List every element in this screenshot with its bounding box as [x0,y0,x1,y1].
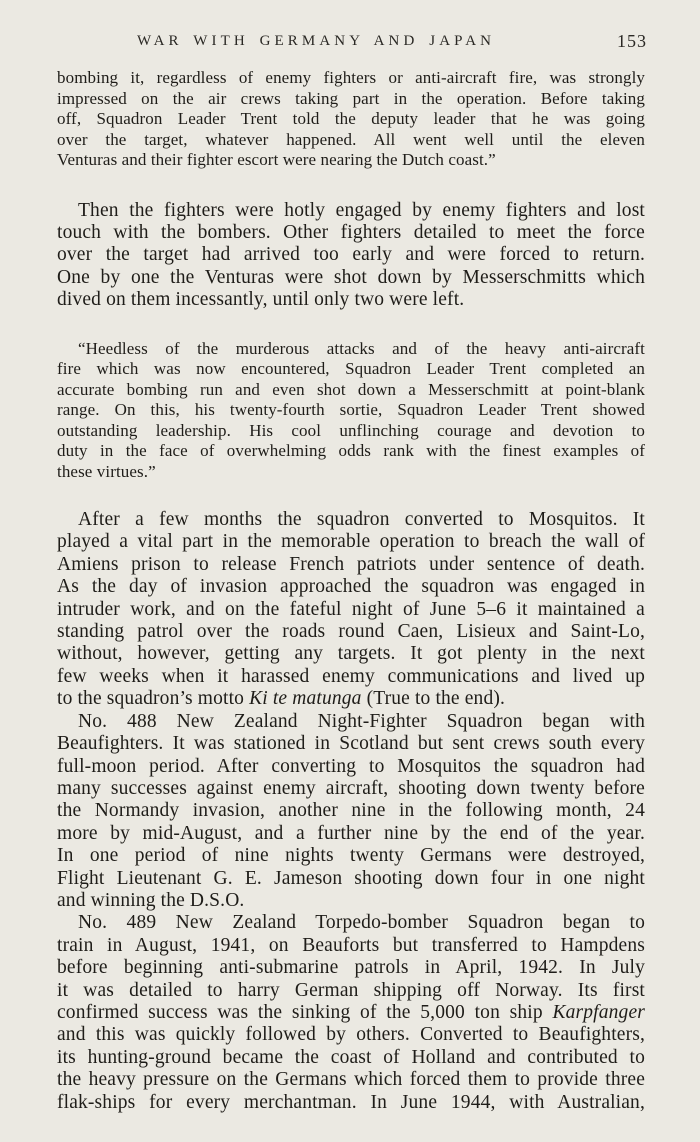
text-line: its hunting-ground became the coast of Holland and contributed to [57,1046,645,1068]
paragraph-gap [57,171,645,200]
motto-line-before: to the squadron’s motto [57,688,250,710]
text-line: over the target, whatever happened. All went well until the eleven [57,129,645,149]
text-line: Venturas and their fighter escort were nearing the Dutch coast.” [57,150,496,169]
squadron-motto: Ki te matunga [249,688,362,710]
citation-excerpt-2 [57,339,645,483]
text-line: few weeks when it harassed enemy communications and lived up [57,665,645,687]
text-line: One by one the Venturas were shot down by Messerschmitts which [57,266,645,288]
text-line: more by mid-August, and a further nine by the end of the year. [57,822,645,844]
text-line: these virtues.” [57,461,156,481]
text-line: range. On this, his twenty-fourth sortie, Squadron Leader Trent showed [57,400,645,420]
text-line: and this was quickly followed by others. Converted to Beaufighters, [57,1024,645,1046]
text-line: before beginning anti-submarine patrols in April, 1942. In July [57,957,645,979]
paragraph-488-squadron [57,711,645,913]
text-line: and winning the D.S.O. [57,889,245,911]
text-line: without, however, getting any targets. It got plenty in the next [57,643,645,665]
text-line: touch with the bombers. Other fighters detailed to meet the force [57,221,645,243]
text-line: dived on them incessantly, until only two were left. [57,289,465,311]
paragraph-mosquitos [57,509,645,711]
text-line: full-moon period. After converting to Mosquitos the squadron had [57,755,645,777]
text-line: Amiens prison to release French patriots under sentence of death. [57,553,645,575]
running-head [57,0,645,68]
text-line: No. 489 New Zealand Torpedo-bomber Squadron began to [78,912,645,934]
text-line: flak-ships for every merchantman. In June 1944, with Australian, [57,1091,645,1113]
paragraph-fighters-engaged [57,200,645,312]
text-line: standing patrol over the roads round Caen, Lisieux and Saint-Lo, [57,621,645,643]
text-line: “Heedless of the murderous attacks and of the heavy anti-aircraft [78,338,645,358]
paragraph-gap [57,312,645,339]
text-line [57,688,645,710]
text-line: intruder work, and on the fateful night of June 5–6 it maintained a [57,598,645,620]
text-line: Then the fighters were hotly engaged by enemy fighters and lost [78,199,645,221]
text-line: impressed on the air crews taking part in the operation. Before taking [57,88,645,108]
text-line: As the day of invasion approached the squadron was engaged in [57,576,645,598]
text-line: accurate bombing run and even shot down a Messerschmitt at point-blank [57,379,645,399]
text-line: train in August, 1941, on Beauforts but transferred to Hampdens [57,934,645,956]
text-line [57,1002,645,1024]
text-line: off, Squadron Leader Trent told the deputy leader that he was going [57,109,645,128]
text-line: After a few months the squadron converted to Mosquitos. It [78,509,645,531]
paragraph-gap [57,482,645,509]
running-title: WAR WITH GERMANY AND JAPAN [137,33,496,49]
text-line: played a vital part in the memorable operation to breach the wall of [57,531,645,553]
paragraph-489-squadron [57,912,645,1114]
text-line: In one period of nine nights twenty Germans were destroyed, [57,845,645,867]
text-line: the Normandy invasion, another nine in the following month, 24 [57,800,645,822]
citation-excerpt-1 [57,68,645,171]
text-line: outstanding leadership. His cool unflinching courage and devotion to [57,420,645,440]
text-line: duty in the face of overwhelming odds rank with the finest examples of [57,441,645,461]
text-line: many successes against enemy aircraft, shooting down twenty before [57,777,645,799]
motto-line-after: (True to the end). [361,688,506,710]
ship-line-before: confirmed success was the sinking of the 5,000 ton ship [57,1001,553,1023]
text-line: the heavy pressure on the Germans which forced them to provide three [57,1069,645,1091]
text-line: No. 488 New Zealand Night-Fighter Squadron began with [78,710,645,732]
text-line: over the target had arrived too early and were forced to return. [57,244,645,266]
ship-name: Karpfanger [552,1001,645,1023]
text-line: it was detailed to harry German shipping off Norway. Its first [57,979,645,1001]
page-number: 153 [617,31,647,51]
text-line: Beaufighters. It was stationed in Scotland but sent crews south every [57,733,645,755]
text-line: fire which was now encountered, Squadron Leader Trent completed an [57,359,645,379]
text-line: bombing it, regardless of enemy fighters or anti-aircraft fire, was strongly [57,68,645,87]
text-line: Flight Lieutenant G. E. Jameson shooting down four in one night [57,867,645,889]
